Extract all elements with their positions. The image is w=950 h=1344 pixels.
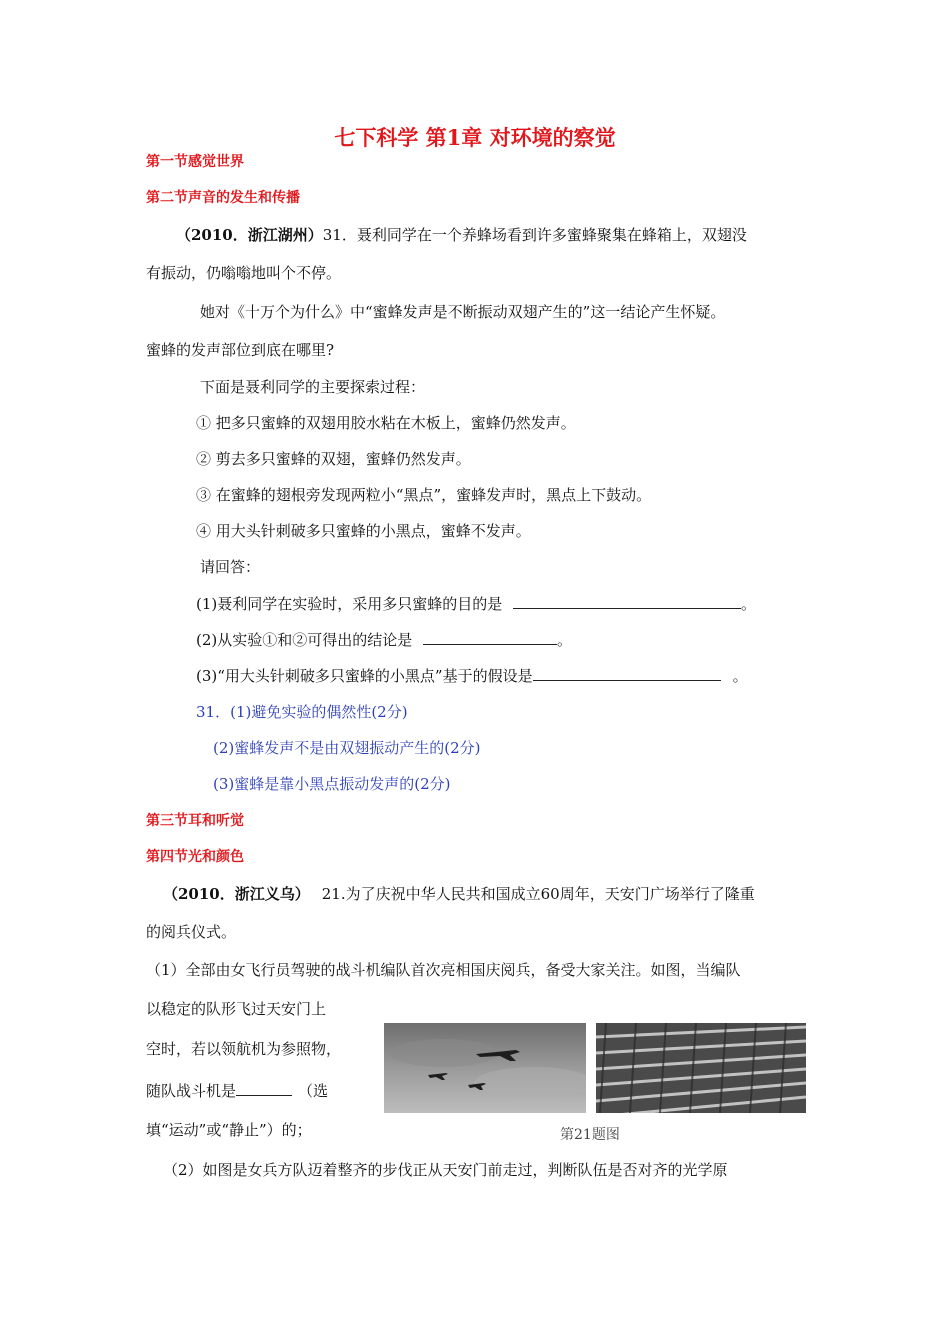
- section-heading-2: 第二节声音的发生和传播: [146, 190, 300, 206]
- question-21-part-2-line-1: （2）如图是女兵方队迈着整齐的步伐正从天安门前走过，判断队伍是否对齐的光学原: [163, 1161, 728, 1179]
- question-31-source: （2010．浙江湖州）: [176, 226, 323, 244]
- question-31-line-5: 下面是聂利同学的主要探索过程：: [200, 378, 426, 396]
- question-31-ask: 请回答：: [200, 558, 261, 576]
- question-21-part-1-line-2: 以稳定的队形飞过天安门上: [146, 1000, 327, 1018]
- question-21-text: 21.为了庆祝中华人民共和国成立60周年，天安门广场举行了隆重: [321, 885, 755, 903]
- question-21-part-1-line-4: [146, 1080, 328, 1101]
- section-heading-4: 第四节光和颜色: [146, 849, 244, 865]
- question-31-sub-2: [196, 629, 572, 650]
- question-31-line-3: 她对《十万个为什么》中“蜜蜂发声是不断振动双翅产生的”这一结论产生怀疑。: [200, 303, 726, 321]
- section-heading-3: 第三节耳和听觉: [146, 813, 244, 829]
- answer-blank-2[interactable]: [423, 629, 557, 645]
- answer-31-2: (2)蜜蜂发声不是由双翅振动产生的(2分): [213, 739, 481, 757]
- question-31-step-1: ① 把多只蜜蜂的双翅用胶水粘在木板上，蜜蜂仍然发声。: [196, 414, 576, 432]
- soldiers-photo: [596, 1023, 806, 1113]
- part-1-line-4-end: （选: [298, 1082, 329, 1100]
- question-31-sub-1: [196, 593, 756, 614]
- question-31-line-4: 蜜蜂的发声部位到底在哪里?: [146, 341, 335, 359]
- page-title: 七下科学 第1章 对环境的察觉: [334, 125, 616, 150]
- answer-31-1: 31．(1)避免实验的偶然性(2分): [196, 703, 408, 721]
- section-heading-1: 第一节感觉世界: [146, 154, 244, 170]
- sub-3-text: (3)“用大头针刺破多只蜜蜂的小黑点”基于的假设是: [196, 667, 533, 685]
- answer-31-3: (3)蜜蜂是靠小黑点振动发声的(2分): [213, 775, 451, 793]
- question-21-line-1: [163, 884, 755, 904]
- answer-blank-3[interactable]: [533, 665, 721, 681]
- question-31-text: 31．聂利同学在一个养蜂场看到许多蜜蜂聚集在蜂箱上，双翅没: [322, 226, 747, 244]
- question-31-step-2: ② 剪去多只蜜蜂的双翅，蜜蜂仍然发声。: [196, 450, 471, 468]
- question-31-sub-3: [196, 665, 748, 686]
- jets-photo: [384, 1023, 586, 1113]
- question-21-part-1-line-1: （1）全部由女飞行员驾驶的战斗机编队首次亮相国庆阅兵，备受大家关注。如图，当编队: [146, 961, 741, 979]
- sub-2-end: 。: [557, 631, 573, 649]
- part-1-line-4-text: 随队战斗机是: [146, 1082, 237, 1100]
- question-21-line-2: 的阅兵仪式。: [146, 923, 237, 941]
- sub-1-text: (1)聂利同学在实验时，采用多只蜜蜂的目的是: [196, 595, 503, 613]
- question-21-source: （2010．浙江义乌）: [163, 885, 310, 903]
- answer-blank-4[interactable]: [236, 1080, 292, 1096]
- question-31-line-2: 有振动，仍嗡嗡地叫个不停。: [146, 264, 342, 282]
- sub-1-end: 。: [741, 595, 757, 613]
- question-31-step-4: ④ 用大头针刺破多只蜜蜂的小黑点，蜜蜂不发声。: [196, 522, 531, 540]
- question-31-step-3: ③ 在蜜蜂的翅根旁发现两粒小“黑点”，蜜蜂发声时，黑点上下鼓动。: [196, 486, 652, 504]
- sub-3-end: 。: [732, 667, 748, 685]
- question-21-part-1-line-5: 填“运动”或“静止”）的；: [146, 1121, 312, 1139]
- answer-blank-1[interactable]: [513, 593, 741, 609]
- figure-caption: 第21题图: [560, 1127, 620, 1143]
- sub-2-text: (2)从实验①和②可得出的结论是: [196, 631, 413, 649]
- question-21-part-1-line-3: 空时，若以领航机为参照物，: [146, 1040, 342, 1058]
- question-31-line-1: [176, 225, 747, 245]
